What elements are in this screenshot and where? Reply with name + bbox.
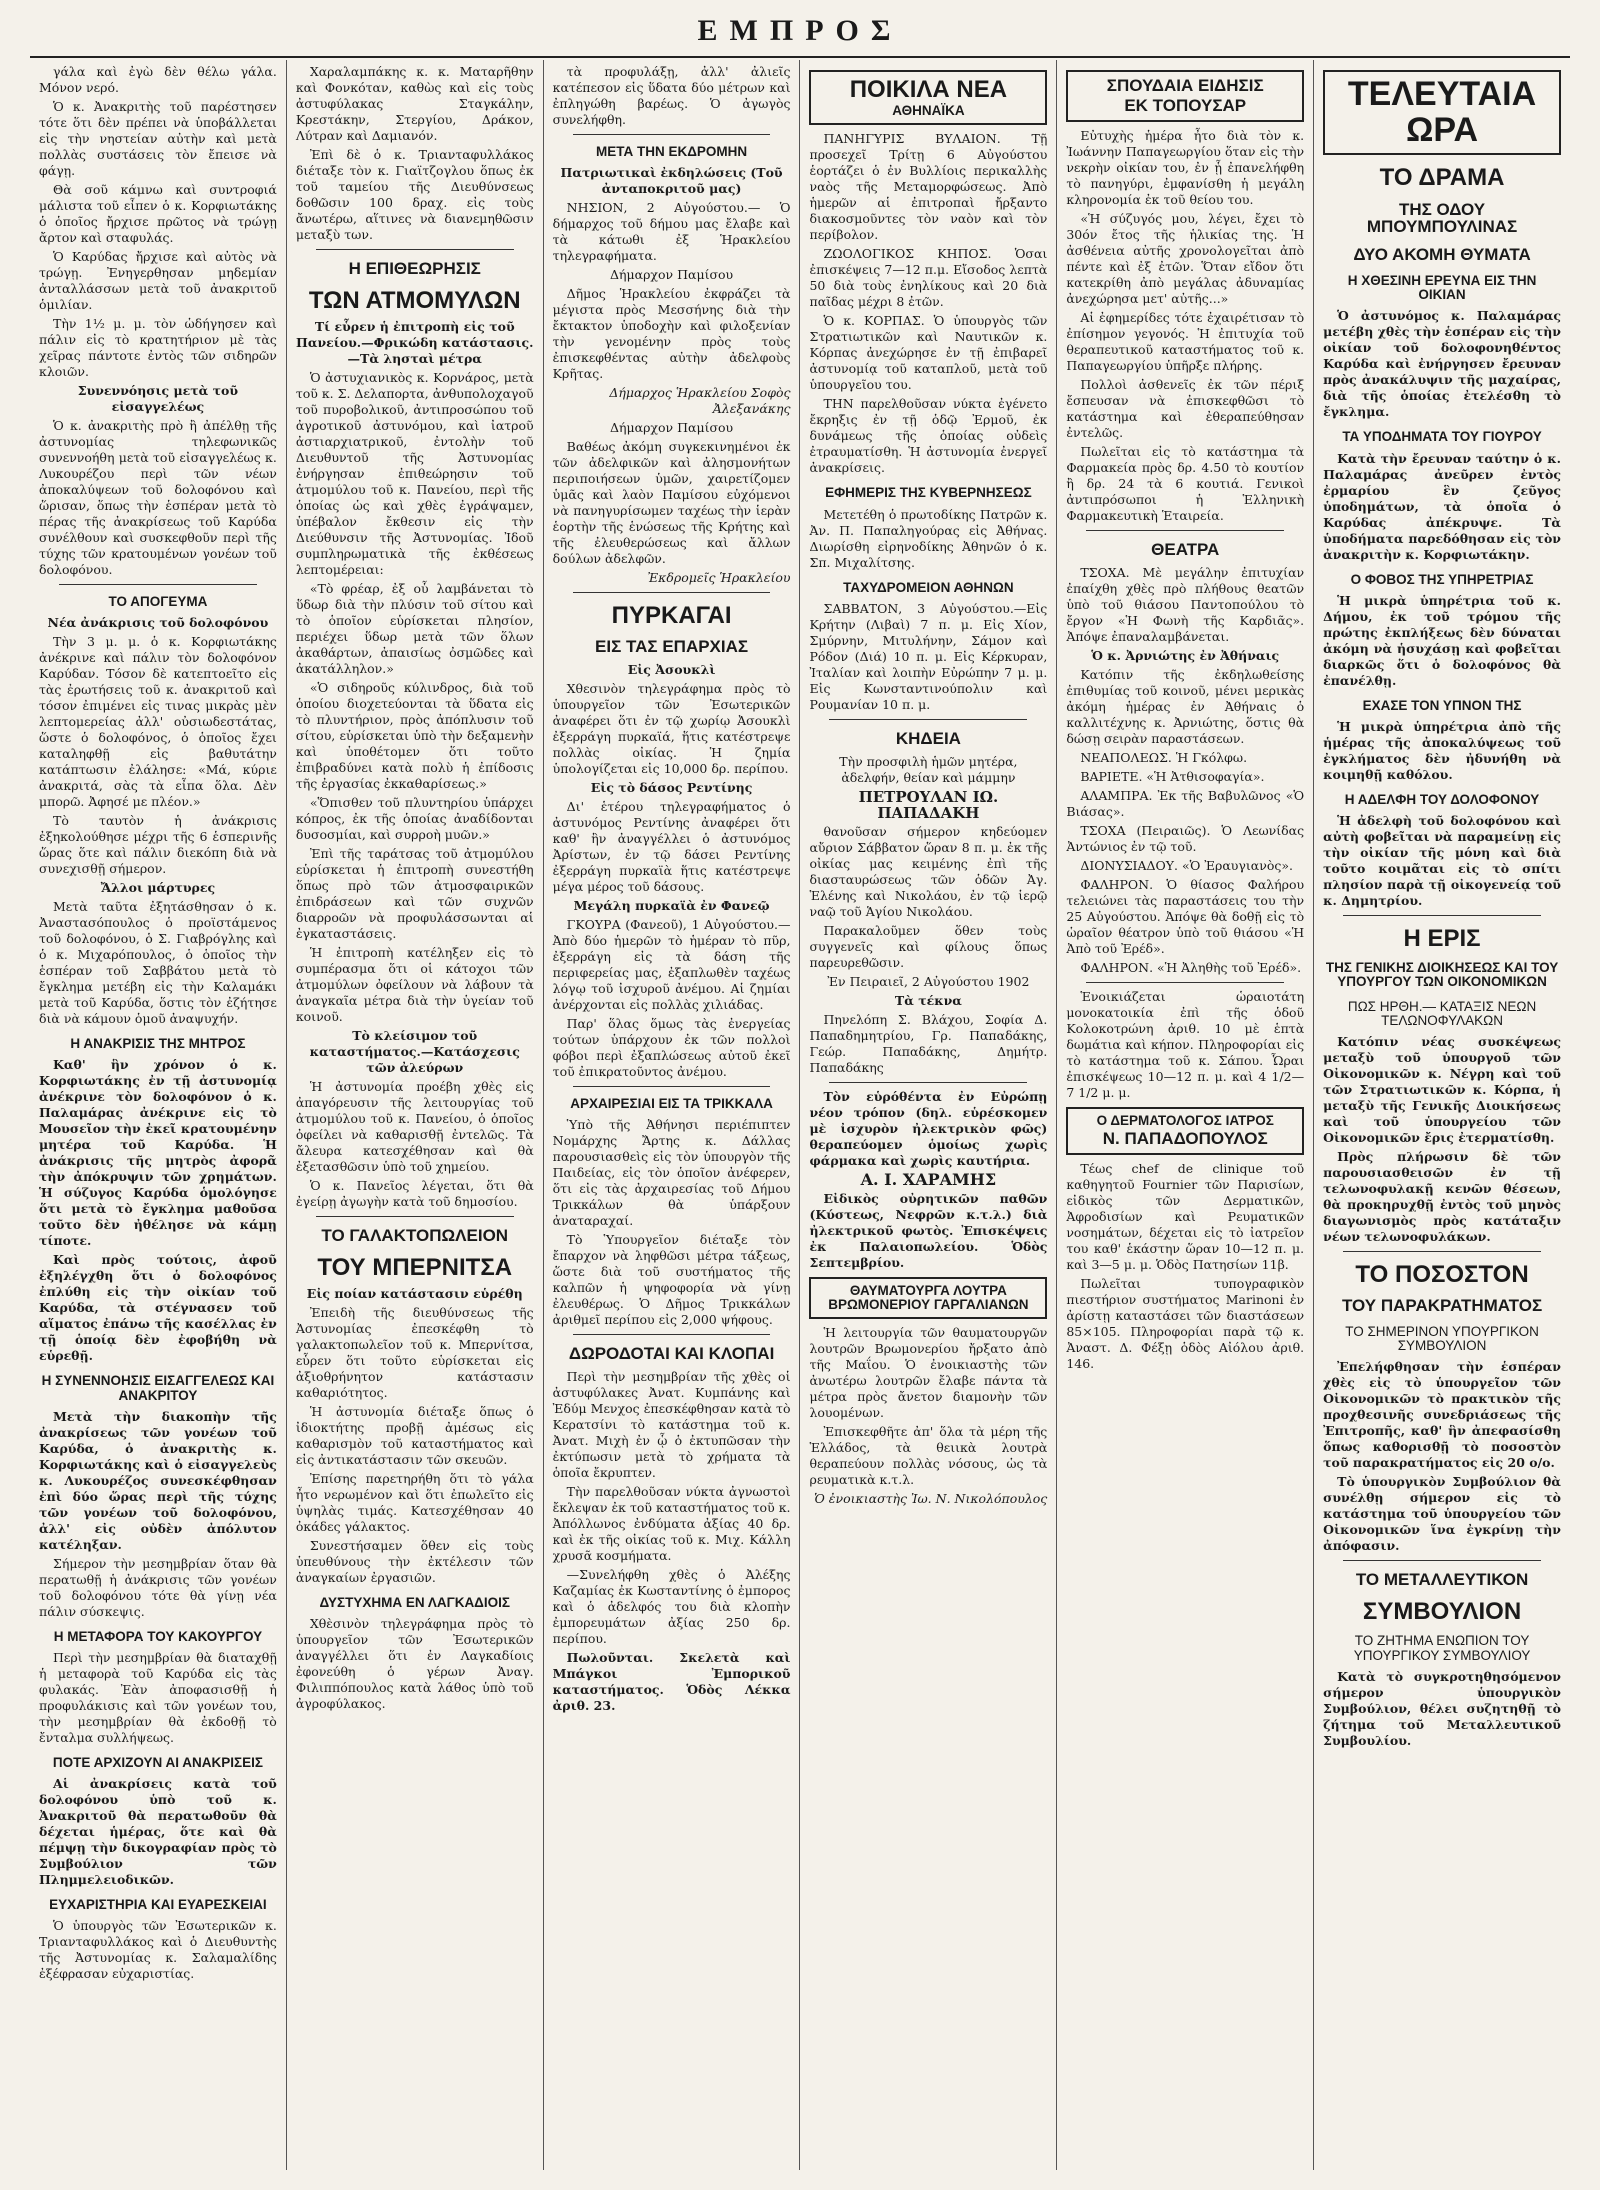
subheading: Νέα ἀνάκρισις τοῦ δολοφόνου xyxy=(47,615,269,631)
headline: ΤΟ ΓΑΛΑΚΤΟΠΩΛΕΙΟΝ xyxy=(321,1226,509,1246)
paragraph: Παρακαλοῦμεν ὅθεν τοὺς συγγενεῖς καὶ φίλους ὅπως παρευρεθῶσιν. xyxy=(809,922,1048,970)
paragraph: Ὁ κ. ΚΟΡΠΑΣ. Ὁ ὑπουργὸς τῶν Στρατιωτικῶν καὶ Ναυτικῶν κ. Κόρπας ἀνεχώρησε ἐν τῇ ἐπιβαρεῖ ἀστυνομίᾳ τοῦ καταπλοῦ, μετὰ τοῦ ὑπουργεῖου του. xyxy=(809,313,1048,393)
paragraph: Περὶ τὴν μεσημβρίαν τῆς χθὲς οἱ ἀστυφύλακες Ἀνατ. Κυμπάνης καὶ Ἐδύμ Μενχος ἐπεσκέφθησαν κατὰ τὸ Κερατσίνι τὸ κατάστημα τοῦ κ. Ἀνατ. Μιχὴ ἐν ᾧ ὁ ἐκτυπῶσαν τὴν ἐκτύπωσιν μετὰ τὸ χρήματα τὰ ὁποῖα ἔκρυπτεν. xyxy=(552,1369,791,1481)
divider xyxy=(316,249,514,250)
paragraph: Χαραλαμπάκης κ. κ. Ματαρῆθην καὶ Φονκόταν, καθὼς καὶ εἰς τοὺς ἀστυφύλακας Σταγκάλην, Κρεστάκην, Στεργίου, Δράκον, Λύτραν καὶ Δαμιανόν. xyxy=(295,64,534,143)
advertisement: Τέως chef de clinique τοῦ καθηγητοῦ Fournier τῶν Παρισίων, εἰδικὸς τῶν Δερματικῶν, Ἀφροδισίων καὶ Ρευματικῶν νοσημάτων, δέχεται εἰς τὸ ἰατρεῖον του καθ' ἑκάστην ὥραν 10—12 π. μ. καὶ 3—5 μ. μ. Ὁδὸς Πατησίων 11β. xyxy=(1066,1160,1305,1272)
subheading: ΤΟ ΣΗΜΕΡΙΝΟΝ ΥΠΟΥΡΓΙΚΟΝ ΣΥΜΒΟΥΛΙΟΝ xyxy=(1345,1324,1539,1354)
column-1 xyxy=(30,60,287,2170)
paragraph: ΦΑΛΗΡΟΝ. Ὁ θίασος Φαλήρου τελειώνει τὰς παραστάσεις του τὴν 25 Αὐγούστου. Ἀπόψε θὰ δοθῇ εἰς τὸ ὡραῖον θέατρον ὑπὸ τοῦ θιάσου «Ἡ Ἀπὸ τοῦ Ἐρέδ». xyxy=(1066,876,1305,956)
headline: ΘΑΥΜΑΤΟΥΡΓΑ ΛΟΥΤΡΑ ΒΡΩΜΟΝΕΡΙΟΥ ΓΑΡΓΑΛΙΑΝΩΝ xyxy=(828,1282,1029,1312)
paragraph: τὰ προφυλάξῃ, ἀλλ' ἀλιεῖς κατέπεσον εἰς ὕδατα δύο μέτρων καὶ ἐπληγώθη βαρέως. Ὁ ἀγωγὸς συνελήφθη. xyxy=(552,64,791,127)
paragraph: Αἱ ἀνακρίσεις κατὰ τοῦ δολοφόνου ὑπὸ τοῦ κ. Ἀνακριτοῦ θὰ περατωθοῦν θὰ δέχεται ἡμέρας, ὅτε καὶ θὰ πέμψῃ τὴν δικογραφίαν πρὸς τὸ Συμβούλιον τῶν Πλημμελειοδικῶν. xyxy=(39,1776,277,1888)
divider xyxy=(573,1334,771,1335)
paragraph: Ἡ ἐπιτροπὴ κατέληξεν εἰς τὸ συμπέρασμα ὅτι οἱ κάτοχοι τῶν ἀτμομύλων ὀφείλουν νὰ λάβουν τὰ ἀναγκαῖα μέτρα διὰ τὴν ὑγείαν τοῦ κοινοῦ. xyxy=(295,945,534,1025)
paragraph: Μετὰ τὴν διακοπὴν τῆς ἀνακρίσεως τῶν γονέων τοῦ Καρύδα, ὁ ἀνακριτὴς κ. Κορφιωτάκης καὶ ὁ εἰσαγγελεὺς κ. Λυκουρέζος συνεσκέφθησαν ἐπὶ δύο ὥρας περὶ τῆς τύχης τῶν γονέων τοῦ δολοφόνου, ἀλλ' εἰς οὐδὲν ἀπόλυτον κατέληξαν. xyxy=(39,1408,277,1552)
section-heading: Η ΣΥΝΕΝΝΟΗΣΙΣ ΕΙΣΑΓΓΕΛΕΩΣ ΚΑΙ ΑΝΑΚΡΙΤΟΥ xyxy=(41,1373,275,1403)
paragraph: Βαθέως ἀκόμη συγκεκινημένοι ἐκ τῶν ἀδελφικῶν καὶ ἀλησμονήτων περιποιήσεων ὑμῶν, χαιρετίζομεν ὑμᾶς καὶ λαὸν Παμίσου εὐχόμενοι νὰ πανηγυρίσωμεν ταχέως τὴν ἱερὰν ἑορτὴν τῆς ἑνώσεως τῆς Κρήτης καὶ τῆς ἐλευθερώσεως καὶ ἄλλων δούλων ἀδελφῶν. xyxy=(552,439,791,567)
subheading: Εἰς τὸ δάσος Ρεντίνης xyxy=(590,780,753,796)
paragraph: ΝΕΑΠΟΛΕΩΣ. Ἡ Γκόλφω. xyxy=(1080,749,1248,765)
paragraph: Μετὰ ταῦτα ἐξητάσθησαν ὁ κ. Ἀναστασόπουλος ὁ προϊστάμενος τοῦ δολοφόνου, ὁ Σ. Γιαβρόγλης καὶ ὁ κ. Μιχαρόπουλος, ὁ ὁποῖος τὴν ἑσπέραν τοῦ Σαββάτου μετὰ τὸ ἔγκλημα μετέβη εἰς τὴν Καλαμάκι μετὰ τοῦ Καρύδα, ὅστις τὸν ἐζήτησε διὰ νὰ κάμουν ὁμοῦ ἀναψυχήν. xyxy=(39,899,277,1027)
paragraph: Ἐπὶ τῆς ταράτσας τοῦ ἀτμομύλου εὑρίσκεται ἡ ἐπιτροπὴ συνεστήθη ὅπως πρὸ τῶν ἀτμοσφαιρικῶν ἐπιδράσεων καὶ τῶν συχνῶν διαρροῶν νὰ προφυλάσσωνται αἱ ἐγκαταστάσεις. xyxy=(295,846,534,942)
paragraph: Ὁ Καρύδας ἤρχισε καὶ αὐτὸς νὰ τρώγῃ. Ἐνηγερθησαν μηδεμίαν ἀνταλλάσσων μετὰ τοῦ ἀνακριτοῦ ὁμιλίαν. xyxy=(39,249,277,312)
headline: Ο ΔΕΡΜΑΤΟΛΟΓΟΣ ΙΑΤΡΟΣ xyxy=(1096,1112,1274,1128)
divider xyxy=(829,1082,1027,1083)
paragraph: Ἡ ἀδελφὴ τοῦ δολοφόνου καὶ αὐτὴ φοβεῖται νὰ παραμείνῃ εἰς τὴν οἰκίαν τῆς μόνη καὶ διὰ τοῦτο κοιμᾶται εἰς τὸ σπίτι πλησίον παρὰ τῇ οἰκογενείᾳ τοῦ κ. Δημητρίου. xyxy=(1323,813,1561,909)
paragraph: Συνεστήσαμεν ὅθεν εἰς τοὺς ὑπευθύνους τὴν ἐκτέλεσιν τῶν ἀναγκαίων ἐργασιῶν. xyxy=(295,1538,534,1586)
paragraph: Θὰ σοῦ κάμνω καὶ συντροφιά μάλιστα τοῦ εἶπεν ὁ κ. Κορφιωτάκης ὁ ὁποῖος ἤρχισε πρῶτος νὰ τρώγῃ ἄρτον καὶ σταφυλάς. xyxy=(39,182,277,245)
paragraph: ΣΑΒΒΑΤΟΝ, 3 Αὐγούστου.—Εἰς Κρήτην (Λιβαὶ) 7 π. μ. Εἰς Χίον, Σμύρνην, Μιτυλήνην, Σάμον καὶ Ρόδον (Διά) 10 π. μ. Εἰς Κέρκυραν, Ἰταλίαν καὶ λοιπὴν Εὐρώπην 7 μ. μ. Εἰς Κωνσταντινούπολιν καὶ Ρουμανίαν 10 π. μ. xyxy=(809,600,1048,712)
headline: ΤΟΥ ΠΑΡΑΚΡΑΤΗΜΑΤΟΣ xyxy=(1341,1296,1543,1316)
headline-box xyxy=(809,1277,1047,1319)
headline-box xyxy=(1066,1107,1304,1155)
headline: ΣΠΟΥΔΑΙΑ ΕΙΔΗΣΙΣ xyxy=(1106,76,1264,95)
paragraph: γάλα καὶ ἐγὼ δὲν θέλω γάλα. Μόνον νερό. xyxy=(39,64,277,95)
paragraph: Τὸ ταυτὸν ἡ ἀνάκρισις ἐξηκολούθησε μέχρι τῆς 6 ἑσπερινῆς ὥρας ὅτε καὶ πάλιν διεκόπη διὰ νὰ συνεχισθῇ σήμερον. xyxy=(39,813,277,877)
paragraph: Πηνελόπη Σ. Βλάχου, Σοφία Δ. Παπαδημητρίου, Γρ. Παπαδάκης, Γεώρ. Παπαδάκης, Δημήτρ. Παπαδάκης xyxy=(809,1011,1048,1075)
paragraph: Ἐπελήφθησαν τὴν ἑσπέραν χθὲς εἰς τὸ ὑπουργεῖον τῶν Οἰκονομικῶν τὸ πρακτικὸν τῆς προχθεσινῆς συνεδριάσεως τῆς Ἐπιτροπῆς, καθ' ἣν ἀπεφασίσθη ὅπως καθορισθῇ τὸ ποσοστὸν τοῦ παρακρατήματος εἰς 20 ο/ο. xyxy=(1323,1359,1561,1471)
newspaper-title: ΕΜΠΡΟΣ xyxy=(697,14,903,47)
paragraph: Αἱ ἐφημερίδες τότε ἐχαιρέτισαν τὸ ἐπίσημον γεγονός. Ἡ ἐπιτυχία τοῦ θεραπευτικοῦ καταστήματος τοῦ κ. Παπαγεωργίου ὑπῆρξε πλήρης. xyxy=(1066,309,1305,373)
headline: Ν. ΠΑΠΑΔΟΠΟΥΛΟΣ xyxy=(1102,1128,1268,1148)
column-2 xyxy=(287,60,544,2170)
headline: ΕΙΣ ΤΑΣ ΕΠΑΡΧΙΑΣ xyxy=(595,637,749,657)
subheading: Η ΧΘΕΣΙΝΗ ΕΡΕΥΝΑ ΕΙΣ ΤΗΝ ΟΙΚΙΑΝ xyxy=(1347,273,1537,303)
subheading: Μεγάλη πυρκαϊὰ ἐν Φανεῷ xyxy=(573,898,770,914)
paragraph: Πολλοὶ ἀσθενεῖς ἐκ τῶν πέριξ ἔσπευσαν νὰ ἐπισκεφθῶσι τὸ κατάστημα καὶ ἐθεραπεύθησαν ἐντελῶς. xyxy=(1066,376,1305,440)
paragraph: Κατόπιν νέας συσκέψεως μεταξὺ τοῦ ὑπουργοῦ τῶν Οἰκονομικῶν κ. Νέγρη καὶ τοῦ τῶν Στρατιωτικῶν κ. Κόρπα, ἡ μεταξὺ τῆς Γενικῆς Διοικήσεως καὶ τοῦ ὑπουργείου τῶν Οἰκονομικῶν ἔρις ἐτερματίσθη. xyxy=(1323,1034,1561,1145)
headline-box xyxy=(1066,70,1304,122)
divider xyxy=(316,1216,514,1217)
paragraph: Καθ' ἣν χρόνον ὁ κ. Κορφιωτάκης ἐν τῇ ἀστυνομίᾳ ἀνέκρινε τὸν δολοφόνον ὁ κ. Παλαμάρας ἀνέκρινε εἰς τὸ Μουσεῖον τὴν ἐκεῖ κρατουμένην μητέρα τοῦ Καρύδα. Ἡ ἀνάκρισις τῆς μητρὸς ἀφορᾶ τὴν ἀπόκρυψιν τῶν χρημάτων. Ἡ σύζυγος Καρύδα ὁμολόγησε ὅτι μετὰ τὸ ἔγκλημα μαθοῦσα τοῦτο δὲν ἠθέλησε νὰ κάμῃ τίποτε. xyxy=(39,1057,277,1249)
paragraph: θανοῦσαν σήμερον κηδεύομεν αὔριον Σάββατον ὥραν 8 π. μ. ἐκ τῆς οἰκίας μας κειμένης ἐπὶ τῆς διασταυρώσεως τῶν ὁδῶν Ἀγ. Ἑλένης καὶ Νικολάου, ἐν τῷ ἱερῷ ναῷ τοῦ Ἁγίου Νικολάου. xyxy=(809,823,1048,919)
paragraph: Ὁ ἀστυχιανικὸς κ. Κορνάρος, μετὰ τοῦ κ. Σ. Δελαπορτα, ἀνθυπολοχαγοῦ τοῦ πυροβολικοῦ, ἀντιπροσώπου τοῦ ἀγροτικοῦ ἀστυνόμου, καὶ ἰατροῦ ἀστιαρχιατρικοῦ, ἐντολὴν τοῦ Διευθυντοῦ τῆς Ἀστυνομίας ἐνήργησαν ἐπιθεώρησιν τοῦ ἀτμομύλου τοῦ κ. Πανείου, περὶ τῆς ὁποίας ὡς καὶ χθὲς ἐγράψαμεν, ὑπέβαλον ἔκθεσιν εἰς τὴν Διεύθυνσιν τῆς Ἀστυνομίας. Ἰδοῦ συμπληρωματικὰ τῆς ἐκθέσεως λεπτομέρειαι: xyxy=(295,370,534,578)
headline: ΕΚ ΤΟΠΟΥΣΑΡ xyxy=(1124,95,1247,115)
headline: ΔΩΡΟΔΟΤΑΙ ΚΑΙ ΚΛΟΠΑΙ xyxy=(568,1344,775,1364)
paragraph: Ἐπειδὴ τῆς διευθύνσεως τῆς Ἀστυνομίας ἐπεσκέφθη τὸ γαλακτοπωλεῖον τοῦ κ. Μπερνίτσα, εὗρεν ὅτι τοῦτο εὑρίσκεται εἰς ἀξιοθρήνητον κατάστασιν καθαριότητος. xyxy=(295,1305,534,1401)
paragraph: Χθεσινὸν τηλεγράφημα πρὸς τὸ ὑπουργεῖον τῶν Ἐσωτερικῶν ἀναφέρει ὅτι ἐν τῷ χωρίῳ Ἀσουκλὶ ἐξερράγη πυρκαϊά, ἥτις κατέστρεψε πολλὰς οἰκίας. Ἡ ζημία ὑπολογίζεται εἰς 10,000 δρ. περίπου. xyxy=(552,681,791,777)
headline: Η ΕΡΙΣ xyxy=(1403,925,1481,953)
headline: ΔΥΟ ΑΚΟΜΗ ΘΥΜΑΤΑ xyxy=(1353,245,1531,265)
advertisement: Ἑνοικιάζεται ὡραιοτάτη μονοκατοικία ἐπὶ τῆς ὁδοῦ Κολοκοτρώνη ἀριθ. 10 μὲ ἑπτὰ δωμάτια καὶ κήπον. Πληροφορίαι εἰς τὸ κατάστημα τοῦ κ. Σάπου. Ὧραι ἐπισκέψεως 10—12 π. μ. καὶ 4 1/2—7 1/2 μ. μ. xyxy=(1066,988,1305,1100)
paragraph: Τὴν 1½ μ. μ. τὸν ὡδήγησεν καὶ πάλιν εἰς τὸ κρατητήριον μὲ τὰς χεῖρας πάντοτε ἐντὸς τῶν σιδηρῶν κλοιῶν. xyxy=(39,316,277,379)
paragraph: ΔΙΟΝΥΣΙΑΔΟΥ. «Ὁ Ἐραυγιανὸς». xyxy=(1080,857,1293,873)
paragraph: ΤΗΝ παρελθοῦσαν νύκτα ἐγένετο ἔκρηξις ἐν τῇ ὁδῷ Ἐρμοῦ, ἐκ δυνάμεως τῆς ὁποίας οὐδεὶς ἐτραυματίσθη. Ἡ ἀστυνομία ἐνεργεῖ ἀνακρίσεις. xyxy=(809,396,1048,476)
section-heading: ΤΟ ΑΠΟΓΕΥΜΑ xyxy=(108,594,208,609)
paragraph: Πωλεῖται εἰς τὸ κατάστημα τὰ Φαρμακεία πρὸς δρ. 4.50 τὸ κουτίον ἢ δρ. 24 τὰ 6 κουτιά. Γενικοὶ ἀντιπρόσωποι ἡ Ἑλληνικὴ Φαρμακευτικὴ Ἑταιρεία. xyxy=(1066,443,1305,523)
divider xyxy=(1343,1560,1541,1561)
advertisement: Τὸν εὑρόθέντα ἐν Εὐρώπῃ νέον τρόπον (δηλ. εὑρέσκομεν μὲ ἰσχυρὸν ἠλεκτρικὸν φῶς) θεραπεύομεν ὁμοίως χωρὶς φάρμακα καὶ χωρὶς καυτήρια. xyxy=(809,1088,1048,1168)
paragraph: Κατὰ τὸ συγκροτηθησόμενον σήμερον ὑπουργικὸν Συμβούλιον, θέλει συζητηθῇ τὸ ζήτημα τοῦ Μεταλλευτικοῦ Συμβουλίου. xyxy=(1323,1668,1561,1748)
paragraph: Ἐπισκεφθῆτε ἀπ' ὅλα τὰ μέρη τῆς Ἑλλάδος, τὰ θειικὰ λουτρὰ θεραπεύουν πολλὰς νόσους, ὡς τὰ ρευματικὰ κ.τ.λ. xyxy=(809,1423,1048,1487)
section-heading: ΕΥΧΑΡΙΣΤΗΡΙΑ ΚΑΙ ΕΥΑΡΕΣΚΕΙΑΙ xyxy=(49,1897,267,1913)
paragraph: Τὴν 3 μ. μ. ὁ κ. Κορφιωτάκης ἀνέκρινε καὶ πάλιν τὸν δολοφόνον Καρύδαν. Τόσον δὲ κατεπτοεῖτο εἰς τὰς ἐρωτήσεις τοῦ κ. ἀνακριτοῦ καὶ τόσον ἐπιμένει εἰς τινας μικρὰς μὲν λεπτομερείας ἀλλ' οὐσιωδεστάτας, ὥστε ὁ δολοφόνος, ὁ ὁποῖος ἔχει καταληφθῇ εἰς βαθυτάτην κατάπτωσιν ἐλάλησε: «Μά, κύριε ἀνακριτά, σὰς τὰ εἶπα ὅλα. Δὲν μπορῶ. Ἀφησέ με πλέον.» xyxy=(39,634,277,810)
subheading: Εἰς ποίαν κατάστασιν εὑρέθη xyxy=(306,1286,523,1302)
paragraph: ΝΗΣΙΟΝ, 2 Αὐγούστου.— Ὁ δήμαρχος τοῦ δήμου μας ἔλαβε καὶ τὰ κάτωθι ἐξ Ἡρακλείου τηλεγραφήματα. xyxy=(552,200,791,264)
subheading: Δήμαρχον Παμίσου xyxy=(610,420,734,436)
paragraph: Περὶ τὴν μεσημβρίαν θὰ διαταχθῇ ἡ μεταφορὰ τοῦ Καρύδα εἰς τὰς φυλακάς. Ἐὰν ἀποφασισθῇ ἡ προφυλάκισις καὶ τῶν γονέων του, τὴν μεσημβρίαν θὰ ἐκδοθῇ τὸ ἔνταλμα συλλήψεως. xyxy=(39,1649,277,1745)
paragraph: Χθὲσινὸν τηλεγράφημα πρὸς τὸ ὑπουργεῖον τῶν Ἐσωτερικῶν ἀναγγέλλει ὅτι ἐν Λαγκαδίοις ἐφονεύθη ὁ γέρων Ἀναγ. Φιλιππόπουλος κατὰ λάθος ὑπὸ τοῦ ἀγροφύλακος. xyxy=(295,1616,534,1712)
signature: Ἐκδρομεῖς Ἡρακλείου xyxy=(647,570,791,586)
section-heading: ΕΧΑΣΕ ΤΟΝ ΥΠΝΟΝ ΤΗΣ xyxy=(1362,697,1522,713)
paragraph: Ἡ μικρὰ ὑπηρέτρια τοῦ κ. Δήμου, ἐκ τοῦ τρόμου τῆς πρώτης ἐκπλήξεως δὲν δύναται ἀκόμη νὰ ἡσυχάσῃ καὶ φοβεῖται διαρκῶς ὅτι ὁ δολοφόνος θὰ ἐπανέλθῃ. xyxy=(1323,592,1561,688)
section-heading: ΔΥΣΤΥΧΗΜΑ ΕΝ ΛΑΓΚΑΔΙΟΙΣ xyxy=(319,1595,510,1611)
subheading: Ἄλλοι μάρτυρες xyxy=(100,880,216,896)
headline: ΤΩΝ ΑΤΜΟΜΥΛΩΝ xyxy=(308,286,521,314)
section-heading: Η ΑΝΑΚΡΙΣΙΣ ΤΗΣ ΜΗΤΡΟΣ xyxy=(70,1036,246,1052)
section-heading: Η ΑΔΕΛΦΗ ΤΟΥ ΔΟΛΟΦΟΝΟΥ xyxy=(1344,791,1540,807)
paragraph: Ἡ μικρὰ ὑπηρέτρια ἀπὸ τῆς ἡμέρας τῆς ἀποκαλύψεως τοῦ ἐγκλήματος δὲν ἠδυνήθη νὰ κοιμηθῇ καθόλου. xyxy=(1323,718,1561,782)
signature: Δήμαρχος Ἡρακλείου Σοφὸς Ἀλεξανάκης xyxy=(609,385,791,417)
section-heading: ΜΕΤΑ ΤΗΝ ΕΚΔΡΟΜΗΝ xyxy=(595,144,748,159)
paragraph: ΤΣΟΧΑ. Μὲ μεγάλην ἐπιτυχίαν ἐπαίχθη χθὲς πρὸ πλήθους θεατῶν ὑπὸ τοῦ θιάσου Παντοπούλου τὸ ἔργον «Ἡ Φωνὴ τῆς Καρδιᾶς». Ἀπόψε ἐπαναλαμβάνεται. xyxy=(1066,564,1305,644)
paragraph: Κατόπιν τῆς ἐκδηλωθείσης ἐπιθυμίας τοῦ κοινοῦ, μένει μερικὰς ἀκόμη ἡμέρας ἐν Ἀθήναις ὁ καλλιτέχνης κ. Ἀρνιώτης, ὅστις θὰ δώσῃ σειρὰν παραστάσεων. xyxy=(1066,666,1305,746)
divider xyxy=(573,592,771,593)
headline: ΣΥΜΒΟΥΛΙΟΝ xyxy=(1362,1598,1522,1626)
paragraph: Ἐπὶ δὲ ὁ κ. Τριανταφυλλάκος διέταξε τὸν κ. Γιαϊτζογλου ὅπως ἐκ τοῦ ταμείου τῆς Διευθύνσεως δοθῶσιν 100 δραχ. εἰς τοὺς ἄνωτέρω, αἵτινες νὰ διανεμηθῶσιν μεταξὺ των. xyxy=(295,147,534,242)
divider xyxy=(829,719,1027,720)
paragraph: ΤΣΟΧΑ (Πειραιῶς). Ὁ Λεωνίδας Ἀντώνιος ἐν τῷ τοῦ. xyxy=(1066,822,1305,854)
masthead xyxy=(30,6,1570,58)
paragraph: Εὐτυχὴς ἡμέρα ἦτο διὰ τὸν κ. Ἰωάννην Παπαγεωργίου ὅταν εἰς τὴν νεκρὴν οἰκίαν του, ἐν ᾗ ἐπανελήφθη τὸ πανηγύρι, ἐμφανίσθη ἡ μεγάλη κληρονομία ἐκ τοῦ θείου του. xyxy=(1066,127,1305,207)
subheading: ΤΟ ΖΗΤΗΜΑ ΕΝΩΠΙΟΝ ΤΟΥ ΥΠΟΥΡΓΙΚΟΥ ΣΥΜΒΟΥΛΙΟΥ xyxy=(1353,1633,1531,1663)
paragraph: Ὁ κ. Ἀνακριτὴς τοῦ παρέστησεν τότε ὅτι δὲν πρέπει νὰ ὑποβάλλεται εἰς τὴν νηστείαν αὐτὴν καὶ μετὰ πολλὰς συστάσεις τὸν ἔπεισε νὰ φάγῃ. xyxy=(39,99,277,178)
paragraph: «Ὅπισθεν τοῦ πλυντηρίου ὑπάρχει κόπρος, ἐκ τῆς ὁποίας ἀναδίδονται δυσοσμίαι, καὶ συρροὴ μυῶν.» xyxy=(295,795,534,843)
subheading: Δήμαρχον Παμίσου xyxy=(610,267,734,283)
divider xyxy=(1086,530,1284,531)
paragraph: ΖΩΟΛΟΓΙΚΟΣ ΚΗΠΟΣ. Ὁσαι ἐπισκέψεις 7—12 π.μ. Εἴσοδος λεπτὰ 50 διὰ τοὺς ἐνηλίκους καὶ 20 διὰ παῖδας μέχρι 8 ἐτῶν. xyxy=(809,246,1048,310)
divider xyxy=(573,134,771,135)
paragraph: Τὸ ὑπουργικὸν Συμβούλιον θὰ συνέλθῃ σήμερον εἰς τὸ κατάστημα τοῦ ὑπουργείου τῶν Οἰκονομικῶν ἵνα ἐγκρίνῃ τὴν ἀπόφασιν. xyxy=(1323,1474,1561,1554)
paragraph: «Τὸ φρέαρ, ἐξ οὗ λαμβάνεται τὸ ὕδωρ διὰ τὴν πλύσιν τοῦ σίτου καὶ τὸ ὁποῖον εὑρίσκεται πλησίον, περιέχει ὕδωρ μετὰ τῶν ὅλων ἀκαθάρτων, ἀπαισίως ὀσμῶδες καὶ ἀκατάλληλον.» xyxy=(295,581,534,677)
headline: ΠΟΙΚΙΛΑ ΝΕΑ xyxy=(849,76,1008,103)
headline: ΤΕΛΕΥΤΑΙΑ ΩΡΑ xyxy=(1347,75,1537,149)
deceased-name: ΠΕΤΡΟΥΛΑΝ ΙΩ. ΠΑΠΑΔΑΚΗ xyxy=(858,787,999,822)
headline: ΤΟ ΠΟΣΟΣΤΟΝ xyxy=(1355,1261,1529,1288)
headline: Η ΕΠΙΘΕΩΡΗΣΙΣ xyxy=(348,259,481,278)
divider xyxy=(1086,982,1284,983)
paragraph: Δῆμος Ἡρακλείου ἐκφράζει τὰ μέγιστα πρὸς Μεσσήνης διὰ τὴν ἔκτακτον ὑποδοχὴν καὶ φιλοξενίαν τὴν γενομένην πρὸς τοὺς ἐπισκεφθέντας αὐτὴν ἀδελφοὺς Κρῆτας. xyxy=(552,286,791,382)
paragraph: ΠΑΝΗΓΥΡΙΣ ΒΥΛΑΙΟΝ. Τῇ προσεχεῖ Τρίτῃ 6 Αὐγούστου ἑορτάζει ὁ ἐν Βυλλίοις περικαλλὴς ναὸς τῆς Μεταμορφώσεως. Ἀπὸ ἡμερῶν αἱ ἐπιτροπαὶ ἤρξαντο διακοσμοῦντες τὸν ναὸν καὶ τὸν περίβολον. xyxy=(809,131,1048,243)
subheading: Τί εὗρεν ἡ ἐπιτροπὴ εἰς τοῦ Πανείου.—Φρικώδη κατάστασις.—Τὰ λησταὶ μέτρα xyxy=(296,319,534,367)
subheading: Τὸ κλείσιμον τοῦ καταστήματος.—Κατάσχεσις τῶν ἀλεύρων xyxy=(309,1028,520,1076)
subheading: Συνεννόησις μετὰ τοῦ εἰσαγγελέως xyxy=(77,383,239,414)
headline: ΠΥΡΚΑΓΑΙ xyxy=(611,602,732,630)
paragraph: Ὑπὸ τῆς Ἀθήνησι περιέπιπτεν Νομάρχης Ἄρτης κ. Δάλλας παρουσιασθεὶς εἰς τὸν ὑπουργὸν τῆς Παιδείας, εἰς τὸν ὁποῖον ἀνέφερεν, ὅτι εἰς τὰς ἀρχαιρεσίας τοῦ Δήμου Τρικκάλων θὰ ὑπάρξουν ἀναταραχαί. xyxy=(552,1117,791,1229)
section-heading: ΤΑΧΥΔΡΟΜΕΙΟΝ ΑΘΗΝΩΝ xyxy=(843,579,1014,595)
section-heading: ΠΟΤΕ ΑΡΧΙΖΟΥΝ ΑΙ ΑΝΑΚΡΙΣΕΙΣ xyxy=(52,1754,263,1770)
paragraph: Ὁ κ. ἀνακριτὴς πρὸ ἢ ἀπέλθῃ τῆς ἀστυνομίας τηλεφωνικῶς συνεννοήθη μετὰ τοῦ εἰσαγγελέως κ. Λυκουρέζου περὶ τῶν νέων ἀποκαλύψεων τοῦ δολοφόνου καὶ ὥρισαν, ὅπως τὴν ἑσπέραν μετὰ τὸ πέρας τῆς ἀνακρίσεως τοῦ Καρύδα συνέλθουν καὶ συσκεφθοῦν περὶ τῆς τύχης τῶν κρατουμένων γονέων τοῦ δολοφόνου. xyxy=(39,418,277,577)
paragraph: Σήμερον τὴν μεσημβρίαν ὅταν θὰ περατωθῇ ἡ ἀνάκρισις τῶν γονέων τοῦ δολοφόνου τότε θὰ γίνῃ νέα πάλιν σύσκεψις. xyxy=(39,1555,277,1619)
subheading: ΑΘΗΝΑΪΚΑ xyxy=(892,103,965,119)
paragraph: Τὴν παρελθοῦσαν νύκτα ἀγνωστοὶ ἔκλεψαν ἐκ τοῦ καταστήματος τοῦ κ. Ἀπόλλωνος ἐνδύματα ἀξίας 40 δρ. καὶ ἐκ τῆς οἰκίας τοῦ κ. Μιχ. Κάλλη χρυσᾶ κοσμήματα. xyxy=(552,1484,791,1564)
headline: ΤΟ ΜΕΤΑΛΛΕΥΤΙΚΟΝ xyxy=(1355,1570,1529,1590)
section-heading: ΤΑ ΥΠΟΔΗΜΑΤΑ ΤΟΥ ΓΙΟΥΡΟΥ xyxy=(1342,429,1542,445)
paragraph: Ὁ ἀστυνόμος κ. Παλαμάρας μετέβη χθὲς τὴν ἑσπέραν εἰς τὴν οἰκίαν τοῦ δολοφονηθέντος Καρύδα καὶ ἐνήργησεν ἔρευναν πρὸς ἀνακάλυψιν τῆς μαχαίρας, διὰ τῆς ὁποίας ἐτελέσθη τὸ ἔγκλημα. xyxy=(1323,308,1561,420)
column-6 xyxy=(1314,60,1570,2170)
column-3 xyxy=(544,60,801,2170)
subheading: Τὰ τέκνα xyxy=(894,992,962,1008)
paragraph: ΑΛΑΜΠΡΑ. Ἐκ τῆς Βαβυλῶνος «Ὁ Βιάσας». xyxy=(1066,787,1305,819)
paragraph: «Ἡ σύζυγός μου, λέγει, ἔχει τὸ 30όν ἔτος τῆς ἡλικίας της. Ἡ ἀσθένεια αὐτῆς χρονολογεῖται ἀπὸ πέντε καὶ ἐξ ἐτῶν. Ὅταν εἴδον ὅτι κατεκρίθη ἀπὸ μεγάλας ἀδυναμίας ἀνεχώρησα μετ' αὐτῆς...» xyxy=(1066,210,1305,306)
paragraph: ΒΑΡΙΕΤΕ. «Ἡ Ἀτθισοφαγία». xyxy=(1080,768,1265,784)
section-heading: Ο ΦΟΒΟΣ ΤΗΣ ΥΠΗΡΕΤΡΙΑΣ xyxy=(1350,571,1534,587)
divider xyxy=(1343,915,1541,916)
subheading: Εἰς Ἀσουκλὶ xyxy=(627,662,716,678)
headline: ΤΗΣ ΓΕΝΙΚΗΣ ΔΙΟΙΚΗΣΕΩΣ ΚΑΙ ΤΟΥ ΥΠΟΥΡΓΟΥ ΤΩΝ ΟΙΚΟΝΟΜΙΚΩΝ xyxy=(1325,960,1559,990)
column-5 xyxy=(1057,60,1314,2170)
paragraph: ΦΑΛΗΡΟΝ. «Ἡ Ἀληθὴς τοῦ Ἐρέδ». xyxy=(1080,959,1302,975)
paragraph: «Ὁ σιδηροῦς κύλινδρος, διὰ τοῦ ὁποίου διοχετεύονται τὰ ὕδατα εἰς τὸ πλυντήριον, πρὸς ἀπόπλυσιν τοῦ σίτου, εὑρίσκεται ὑπὸ τὴν δεξαμενὴν καὶ ὑποθέτομεν ὅτι τοῦτο ἐπιβραδύνει κατὰ πολὺ ἡ ἐπίδοσις τῆς ἐργασίας ἐκκαθαρίσεως.» xyxy=(295,680,534,792)
advertiser-name: Α. Ι. ΧΑΡΑΜΗΣ xyxy=(860,1169,997,1189)
headline-box xyxy=(809,70,1047,125)
paragraph: Τὴν προσφιλὴ ἡμῶν μητέρα, ἀδελφήν, θείαν καὶ μάμμην xyxy=(839,753,1018,785)
paragraph: —Συνελήφθη χθὲς ὁ Ἀλέξης Καζαμίας ἐκ Κωσταντίνης ὁ ἐμπορος καὶ ὁ ἀδελφός του διὰ κλοπὴν ἐμπορευμάτων ἀξίας 250 δρ. περίπου. xyxy=(552,1567,791,1647)
paragraph: Ὁ ὑπουργὸς τῶν Ἐσωτερικῶν κ. Τριανταφυλλάκος καὶ ὁ Διευθυντὴς τῆς Ἀστυνομίας κ. Σαλαμαλίδης ἐξέφρασαν εὐχαριστίας. xyxy=(39,1918,277,1982)
divider xyxy=(59,584,257,585)
advertisement: Εἰδικὸς οὐρητικῶν παθῶν (Κύστεως, Νεφρῶν κ.τ.λ.) διὰ ἠλεκτρικοῦ φωτὸς. Ἐπισκέψεις ἐκ Παλαιοπωλείου. Ὁδὸς Σεπτεμβρίου. xyxy=(809,1190,1048,1270)
paragraph: Ὁ κ. Πανεῖος λέγεται, ὅτι θὰ ἐγείρῃ ἀγωγὴν κατὰ τοῦ δημοσίου. xyxy=(295,1178,534,1210)
section-heading: ΘΕΑΤΡΑ xyxy=(1151,539,1220,559)
column-4 xyxy=(800,60,1057,2170)
paragraph: Καὶ πρὸς τούτοις, ἀφοῦ ἐξηλέγχθη ὅτι ὁ δολοφόνος ἐπλύθη εἰς τὴν οἰκίαν τοῦ Καρύδα, τὰ στέγνασεν τοῦ αἵματος ἐπάνω τῆς κασέλλας ἐν τῇ ὁποίᾳ δὲν ἐφοβήθη νὰ εὑρεθῇ. xyxy=(39,1252,277,1364)
paragraph: ΓΚΟΥΡΑ (Φανεοῦ), 1 Αὐγούστου.— Ἀπὸ δύο ἡμερῶν τὸ ἡμέραν τὸ πῦρ, ἐξερράγη εἰς τὰ δάση τῆς περιφερείας μας, ἐξαπλωθὲν ταχέως λόγῳ τοῦ ἰσχυροῦ ἀνέμου. Αἱ ζημίαι ἀνέρχονται εἰς πολλὰς χιλιάδας. xyxy=(552,917,791,1013)
subheading: Ὁ κ. Ἀρνιώτης ἐν Ἀθήναις xyxy=(1091,647,1280,663)
headline: ΤΗΣ ΟΔΟΥ ΜΠΟΥΜΠΟΥΛΙΝΑΣ xyxy=(1366,199,1518,237)
advertisement: Πωλοῦνται. Σκελετὰ καὶ Μπάγκοι Ἐμπορικοῦ καταστήματος. Ὁδὸς Λέκκα ἀριθ. 23. xyxy=(552,1650,791,1714)
paragraph: Τὸ Ὑπουργεῖον διέταξε τὸν ἔπαρχον νὰ ληφθῶσι μέτρα τάξεως, ὥστε διὰ τοῦ συστήματος τῆς καλπῶν ἡ ψηφοφορία νὰ γίνῃ ἐλευθέρως. Ὁ Δῆμος Τρικκάλων ἀριθμεῖ περίπου εἰς 2,000 ψήφους. xyxy=(552,1232,791,1328)
dateline: Ἐν Πειραιεῖ, 2 Αὐγούστου 1902 xyxy=(827,973,1030,989)
paragraph: Πρὸς πλήρωσιν δὲ τῶν παρουσιασθεισῶν ἐν τῇ τελωνοφυλακῇ κενῶν θέσεων, θὰ προκηρυχθῇ ἐντὸς τοῦ μηνὸς διαγωνισμὸς πρὸς κατάταξιν νέων τελωνοφυλάκων. xyxy=(1323,1149,1561,1244)
paragraph: Ἡ ἀστυνομία προέβη χθὲς εἰς ἀπαγόρευσιν τῆς λειτουργίας τοῦ ἀτμομύλου τοῦ κ. Πανείου, ὁ ὁποῖος ὀφείλει νὰ καθαρισθῇ ἐντελῶς. Τὰ ἄλευρα κατεσχέθησαν καὶ θὰ ἐξετασθῶσιν ὑπὸ τοῦ χημείου. xyxy=(295,1079,534,1175)
section-heading: Η ΜΕΤΑΦΟΡΑ ΤΟΥ ΚΑΚΟΥΡΓΟΥ xyxy=(53,1628,263,1644)
subheading: Πατριωτικαὶ ἐκδηλώσεις (Τοῦ ἀνταποκριτοῦ μας) xyxy=(560,165,783,197)
advertisement: Πωλεῖται τυπογραφικὸν πιεστήριον συστήματος Marinoni ἐν ἀρίστῃ καταστάσει τῶν διαστάσεων 85×105. Πληροφορίαι παρὰ τῷ κ. Ἀναστ. Δ. Φέξῃ ὁδὸς Αἰόλου ἀριθ. 146. xyxy=(1066,1275,1305,1371)
paragraph: Ἡ ἀστυνομία διέταξε ὅπως ὁ ἰδιοκτήτης προβῇ ἀμέσως εἰς καθαρισμὸν τοῦ καταστήματος καὶ εἰς ἀντικατάστασιν τῶν σκευῶν. xyxy=(295,1404,534,1468)
section-heading: ΑΡΧΑΙΡΕΣΙΑΙ ΕΙΣ ΤΑ ΤΡΙΚΚΑΛΑ xyxy=(570,1096,773,1112)
subheading: ΠΩΣ ΗΡΘΗ.— ΚΑΤΑΞΙΣ ΝΕΩΝ ΤΕΛΩΝΟΦΥΛΑΚΩΝ xyxy=(1347,998,1537,1028)
signature: Ὁ ἐνοικιαστὴς Ἰω. Ν. Νικολόπουλος xyxy=(814,1490,1048,1506)
divider xyxy=(1343,1251,1541,1252)
headline-box xyxy=(1323,70,1561,155)
newspaper-columns xyxy=(30,60,1570,2170)
section-heading: ΚΗΔΕΙΑ xyxy=(895,728,961,748)
divider xyxy=(573,1086,771,1087)
paragraph: Ἐπίσης παρετηρήθη ὅτι τὸ γάλα ἦτο νερωμένον καὶ ὅτι ἐπωλεῖτο εἰς ὑψηλὰς τιμάς. Κατεσχέθησαν 40 ὀκάδες γάλακτος. xyxy=(295,1471,534,1535)
paragraph: Δι' ἑτέρου τηλεγραφήματος ὁ ἀστυνόμος Ρεντίνης ἀναφέρει ὅτι καθ' ἣν ἀναγγέλλει ὁ ἀστυνόμος Ἀρίστων, ἐν τῷ δάσει Ρεντίνης ἐξερράγη πυρκαϊὰ ἥτις κατέστρεψε μέγα μέρος τοῦ δάσους. xyxy=(552,799,791,895)
paragraph: Μετετέθη ὁ πρωτοδίκης Πατρῶν κ. Ἀν. Π. Παπαληγούρας εἰς Ἀθήνας. Διωρίσθη εἰρηνοδίκης Ἀθηνῶν ὁ κ. Σπ. Μιχαλίτσης. xyxy=(809,506,1048,570)
headline: ΤΟ ΔΡΑΜΑ xyxy=(1379,164,1505,192)
paragraph: Κατὰ τὴν ἔρευναν ταύτην ὁ κ. Παλαμάρας ἀνεῦρεν ἐντὸς ἐρμαρίου ἓν ζεῦγος ὑποδημάτων, τὰ ὁποῖα ὁ Καρύδας ἀπέκρυψε. Τὰ ὑποδήματα παρεδόθησαν εἰς τὸν ἀνακριτὴν κ. Κορφιωτάκην. xyxy=(1323,450,1561,562)
headline: ΤΟΥ ΜΠΕΡΝΙΤΣΑ xyxy=(317,1253,513,1281)
paragraph: Παρ' ὅλας ὅμως τὰς ἐνεργείας τούτων ὑπάρχουν ἐκ τῶν πολλοὶ φόβοι περὶ ἐξαπλώσεως αὐτοῦ ἐκεῖ τοῦ ἐπικρατοῦντος ἀνέμου. xyxy=(552,1016,791,1080)
section-heading: ΕΦΗΜΕΡΙΣ ΤΗΣ ΚΥΒΕΡΝΗΣΕΩΣ xyxy=(825,485,1032,501)
paragraph: Ἡ λειτουργία τῶν θαυματουργῶν λουτρῶν Βρωμονερίου ἤρξατο ἀπὸ τῆς Μαΐου. Ὁ ἐνοικιαστὴς τῶν ἀνωτέρω λουτρῶν ἔλαβε πάντα τὰ μέτρα πρὸς ἄνετον διαμονὴν τῶν λουομένων. xyxy=(809,1324,1048,1420)
